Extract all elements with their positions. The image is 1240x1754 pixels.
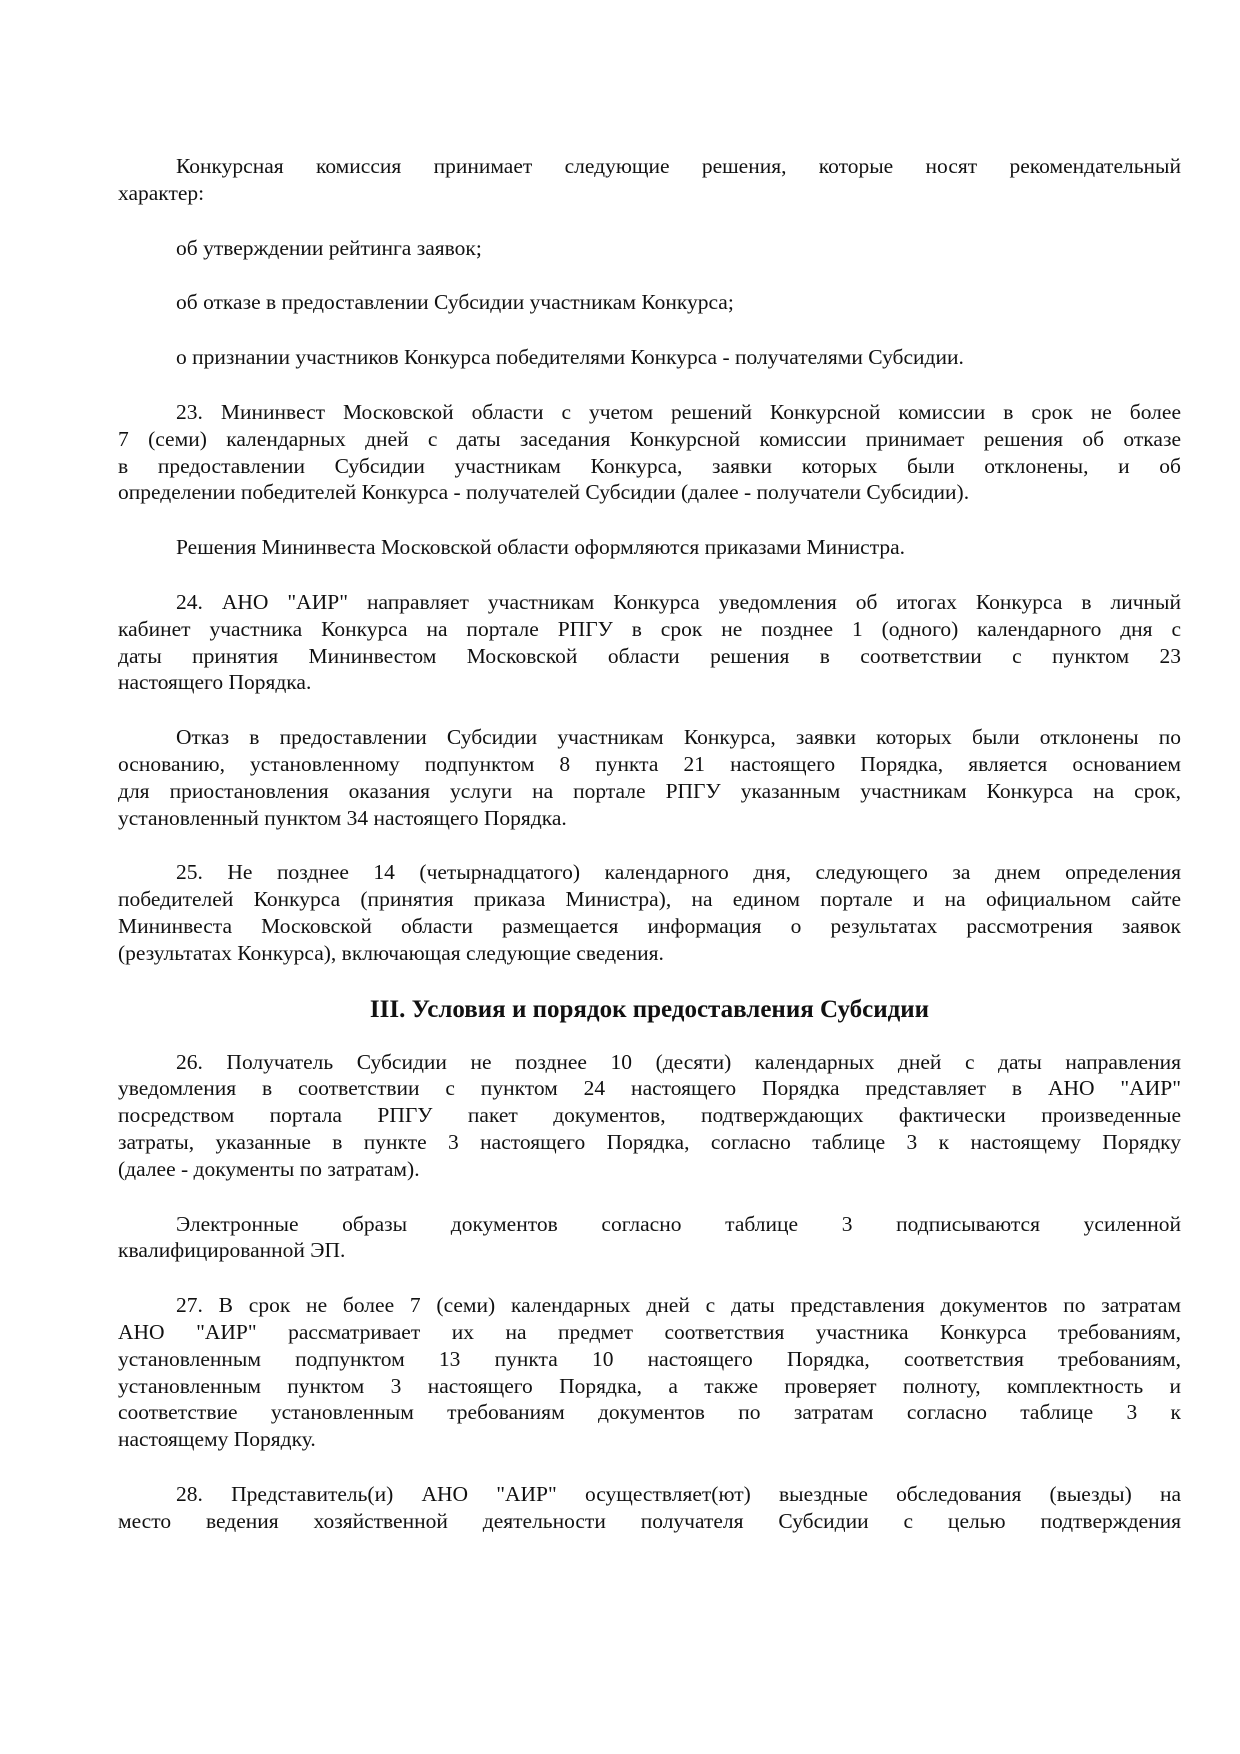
text-line: 24. АНО "АИР" направляет участникам Конкурса уведомления об итогах Конкурса в личный — [176, 589, 1181, 614]
paragraph — [118, 344, 1181, 371]
text-line: место ведения хозяйственной деятельности получателя Субсидии с целью подтверждения — [118, 1508, 1181, 1533]
text-line: АНО "АИР" рассматривает их на предмет соответствия участника Конкурса требованиям, — [118, 1319, 1181, 1344]
text-line: определении победителей Конкурса - получателей Субсидии (далее - получатели Субсидии). — [118, 480, 970, 505]
paragraph — [118, 589, 1181, 696]
text-line: Конкурсная комиссия принимает следующие решения, которые носят рекомендательный — [176, 154, 1181, 178]
text-line: о признании участников Конкурса победителями Конкурса - получателями Субсидии. — [176, 345, 964, 370]
paragraph — [118, 1481, 1181, 1535]
paragraph — [118, 289, 1181, 316]
text-line: установленный пунктом 34 настоящего Порядка. — [118, 805, 567, 830]
paragraph — [118, 153, 1181, 207]
text-line: (результатах Конкурса), включающая следующие сведения. — [118, 940, 664, 965]
text-line: квалифицированной ЭП. — [118, 1238, 346, 1263]
text-line: кабинет участника Конкурса на портале РПГУ в срок не позднее 1 (одного) календарного дня с — [118, 616, 1181, 641]
paragraph — [118, 1211, 1181, 1265]
paragraph — [118, 1049, 1181, 1183]
text-line: 28. Представитель(и) АНО "АИР" осуществляет(ют) выездные обследования (выезды) на — [176, 1481, 1181, 1506]
text-line: победителей Конкурса (принятия приказа Министра), на едином портале и на официальном сайте — [118, 887, 1181, 912]
text-line: об утверждении рейтинга заявок; — [176, 235, 482, 260]
paragraph — [118, 724, 1181, 831]
text-line: посредством портала РПГУ пакет документов, подтверждающих фактически произведенные — [118, 1103, 1181, 1128]
text-line: для приостановления оказания услуги на портале РПГУ указанным участникам Конкурса на срок, — [118, 778, 1181, 803]
text-line: Электронные образы документов согласно таблице 3 подписываются усиленной — [176, 1211, 1181, 1236]
paragraph — [118, 399, 1181, 506]
text-line: (далее - документы по затратам). — [118, 1156, 420, 1181]
section-heading: III. Условия и порядок предоставления Субсидии — [369, 995, 930, 1023]
text-line: настоящему Порядку. — [118, 1427, 316, 1452]
text-line: характер: — [118, 180, 205, 205]
text-line: 26. Получатель Субсидии не позднее 10 (десяти) календарных дней с даты направления — [176, 1049, 1181, 1074]
document-page — [118, 153, 1181, 1562]
paragraph — [118, 235, 1181, 262]
text-line: установленным подпунктом 13 пункта 10 настоящего Порядка, соответствия требованиям, — [118, 1346, 1181, 1371]
paragraph — [118, 534, 1181, 561]
paragraph — [118, 859, 1181, 966]
text-line: 25. Не позднее 14 (четырнадцатого) календарного дня, следующего за днем определения — [176, 860, 1181, 885]
text-line: Мининвеста Московской области размещается информация о результатах рассмотрения заявок — [118, 913, 1181, 938]
text-line: 7 (семи) календарных дней с даты заседания Конкурсной комиссии принимает решения об отказе — [118, 426, 1181, 451]
text-line: настоящего Порядка. — [118, 670, 312, 695]
text-line: основанию, установленному подпунктом 8 пункта 21 настоящего Порядка, является основанием — [118, 751, 1181, 776]
text-line: 27. В срок не более 7 (семи) календарных дней с даты представления документов по затратам — [176, 1293, 1181, 1318]
text-line: в предоставлении Субсидии участникам Конкурса, заявки которых были отклонены, и об — [118, 453, 1181, 478]
text-line: соответствие установленным требованиям документов по затратам согласно таблице 3 к — [118, 1400, 1181, 1425]
text-line: 23. Мининвест Московской области с учетом решений Конкурсной комиссии в срок не более — [176, 399, 1181, 424]
text-line: Отказ в предоставлении Субсидии участникам Конкурса, заявки которых были отклонены по — [176, 725, 1181, 750]
text-line: об отказе в предоставлении Субсидии участникам Конкурса; — [176, 290, 734, 315]
text-line: затраты, указанные в пункте 3 настоящего Порядка, согласно таблице 3 к настоящему Порядку — [118, 1129, 1181, 1154]
text-line: установленным пунктом 3 настоящего Порядка, а также проверяет полноту, комплектность и — [118, 1373, 1181, 1398]
text-line: Решения Мининвеста Московской области оформляются приказами Министра. — [176, 535, 906, 560]
text-line: даты принятия Мининвестом Московской области решения в соответствии с пунктом 23 — [118, 643, 1181, 668]
text-line: уведомления в соответствии с пунктом 24 настоящего Порядка представляет в АНО "АИР" — [118, 1076, 1181, 1101]
paragraph — [118, 1292, 1181, 1453]
